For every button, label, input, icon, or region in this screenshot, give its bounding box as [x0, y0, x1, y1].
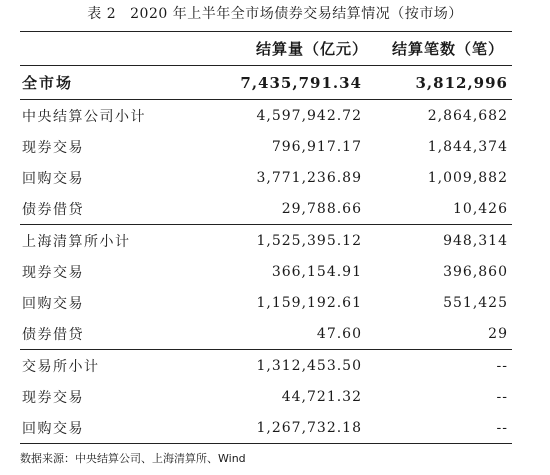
row-count: 948,314	[443, 232, 508, 249]
table-row	[20, 162, 512, 193]
table-header-row	[20, 32, 512, 66]
row-count: 551,425	[443, 294, 508, 311]
row-count: 29	[488, 325, 508, 342]
row-count: 1,009,882	[427, 169, 508, 186]
row-count: --	[496, 388, 508, 405]
row-amount: 47.60	[316, 325, 362, 342]
table-row	[20, 225, 512, 256]
row-count: --	[496, 419, 508, 436]
row-amount: 29,788.66	[281, 200, 362, 217]
row-amount: 44,721.32	[281, 388, 362, 405]
row-name: 现券交易	[22, 139, 84, 156]
table-row	[20, 256, 512, 287]
row-amount: 366,154.91	[271, 263, 362, 280]
row-count: 2,864,682	[427, 107, 508, 124]
table-row	[20, 193, 512, 225]
row-name: 全市场	[22, 74, 74, 92]
row-amount: 3,771,236.89	[256, 169, 362, 186]
row-count: 3,812,996	[415, 73, 508, 92]
row-name: 回购交易	[22, 295, 84, 312]
row-name: 上海清算所小计	[22, 233, 131, 250]
table-row	[20, 350, 512, 381]
row-amount: 1,525,395.12	[256, 232, 362, 249]
table-row	[20, 131, 512, 162]
row-amount: 7,435,791.34	[240, 73, 362, 92]
table-title: 2020 年上半年全市场债券交易结算情况（按市场）	[130, 6, 463, 22]
row-amount: 1,312,453.50	[256, 357, 362, 374]
row-amount: 4,597,942.72	[256, 107, 362, 124]
row-amount: 796,917.17	[271, 138, 362, 155]
table-row	[20, 287, 512, 318]
table-number: 表 2	[87, 6, 117, 22]
table-row	[20, 381, 512, 412]
row-count: 396,860	[443, 263, 508, 280]
row-name: 交易所小计	[22, 358, 100, 375]
row-count: --	[496, 357, 508, 374]
row-name: 现券交易	[22, 389, 84, 406]
row-name: 现券交易	[22, 264, 84, 281]
row-count: 10,426	[453, 200, 508, 217]
table-row	[20, 412, 512, 444]
settlement-table	[20, 31, 512, 444]
row-name: 债券借贷	[22, 201, 84, 218]
row-amount: 1,267,732.18	[256, 419, 362, 436]
row-name: 回购交易	[22, 420, 84, 437]
row-name: 回购交易	[22, 170, 84, 187]
table-row	[20, 100, 512, 131]
table-row	[20, 318, 512, 350]
header-amount: 结算量（亿元）	[255, 40, 368, 58]
row-amount: 1,159,192.61	[256, 294, 362, 311]
row-name: 债券借贷	[22, 326, 84, 343]
row-count: 1,844,374	[427, 138, 508, 155]
data-source-note: 数据来源：中央结算公司、上海清算所、Wind	[20, 452, 246, 465]
header-count: 结算笔数（笔）	[391, 40, 504, 58]
table-row-total	[20, 66, 512, 100]
row-name: 中央结算公司小计	[22, 108, 146, 125]
table-caption	[0, 4, 550, 24]
